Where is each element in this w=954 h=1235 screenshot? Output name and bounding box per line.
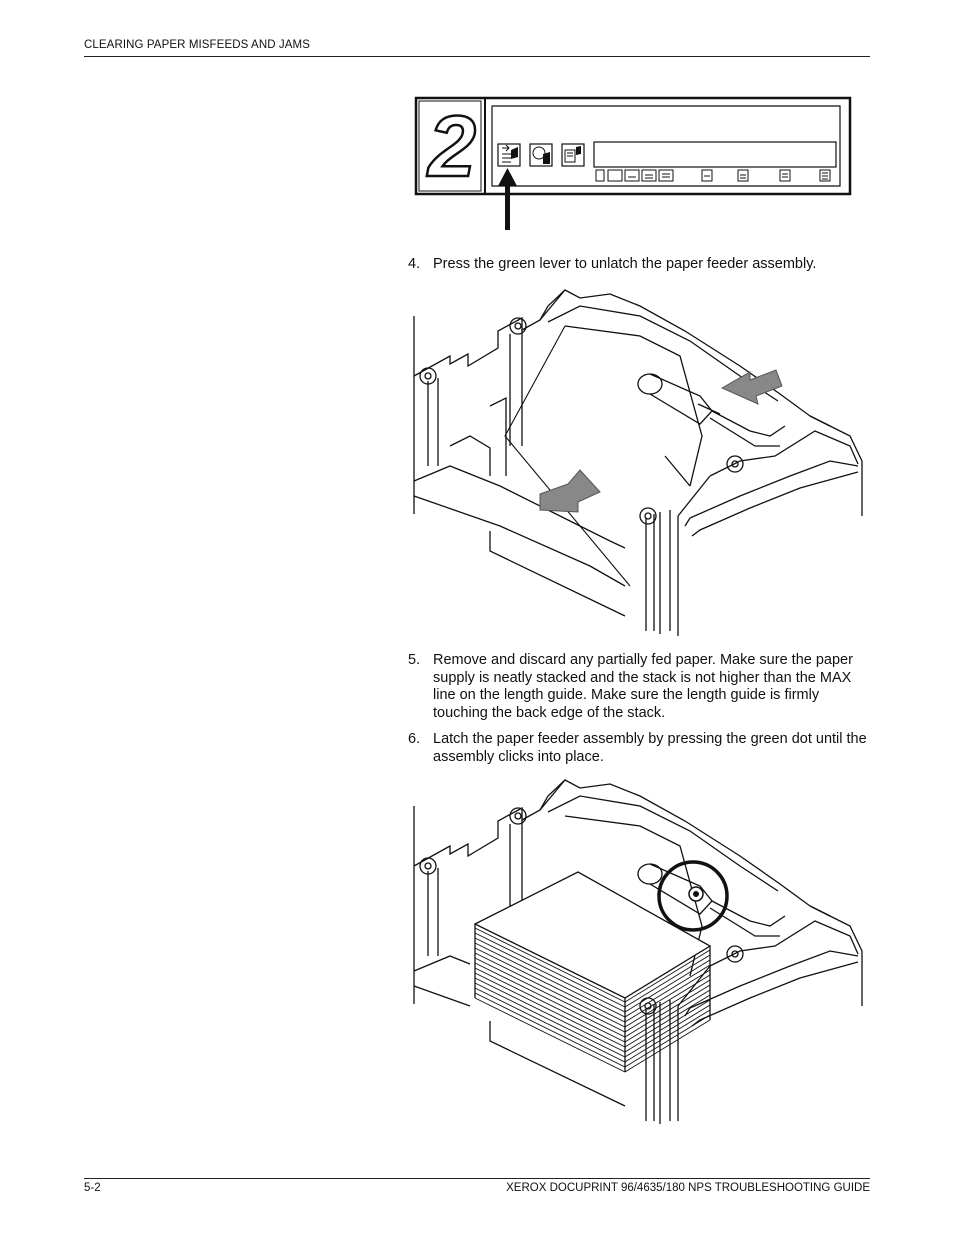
- step-text: Latch the paper feeder assembly by pressing the green dot until the assembly clicks into place.: [433, 731, 867, 765]
- panel-digit: 2: [428, 99, 476, 195]
- tray-indicator-icon: [498, 144, 520, 166]
- footer-rule: [84, 1178, 870, 1179]
- control-panel-figure: [410, 92, 855, 234]
- section-title: CLEARING PAPER MISFEEDS AND JAMS: [84, 39, 311, 51]
- step-5: [408, 652, 870, 722]
- document-title: XEROX DOCUPRINT 96/4635/180 NPS TROUBLESHOOTING GUIDE: [506, 1182, 870, 1194]
- step-6: [408, 731, 870, 766]
- clock-icon: [530, 144, 552, 166]
- pull-arrow-icon: [540, 470, 600, 512]
- paper-feeder-illustration: [410, 286, 865, 636]
- step-text: Remove and discard any partially fed paper. Make sure the paper supply is neatly stacked and the stack is not higher than the MAX line on the length guide. Make sure the length guide is firmly touching the back edge of the stack.: [433, 652, 853, 721]
- step-4: [408, 256, 870, 274]
- step-number: 5.: [408, 652, 421, 668]
- document-icon: [562, 144, 584, 166]
- step-number: 6.: [408, 731, 421, 747]
- header-rule: [84, 56, 870, 57]
- step-number: 4.: [408, 256, 421, 272]
- page-number: 5-2: [84, 1182, 101, 1194]
- paper-stack-illustration: [410, 776, 865, 1126]
- panel-display: [594, 142, 836, 167]
- step-text: Press the green lever to unlatch the paper feeder assembly.: [433, 256, 817, 272]
